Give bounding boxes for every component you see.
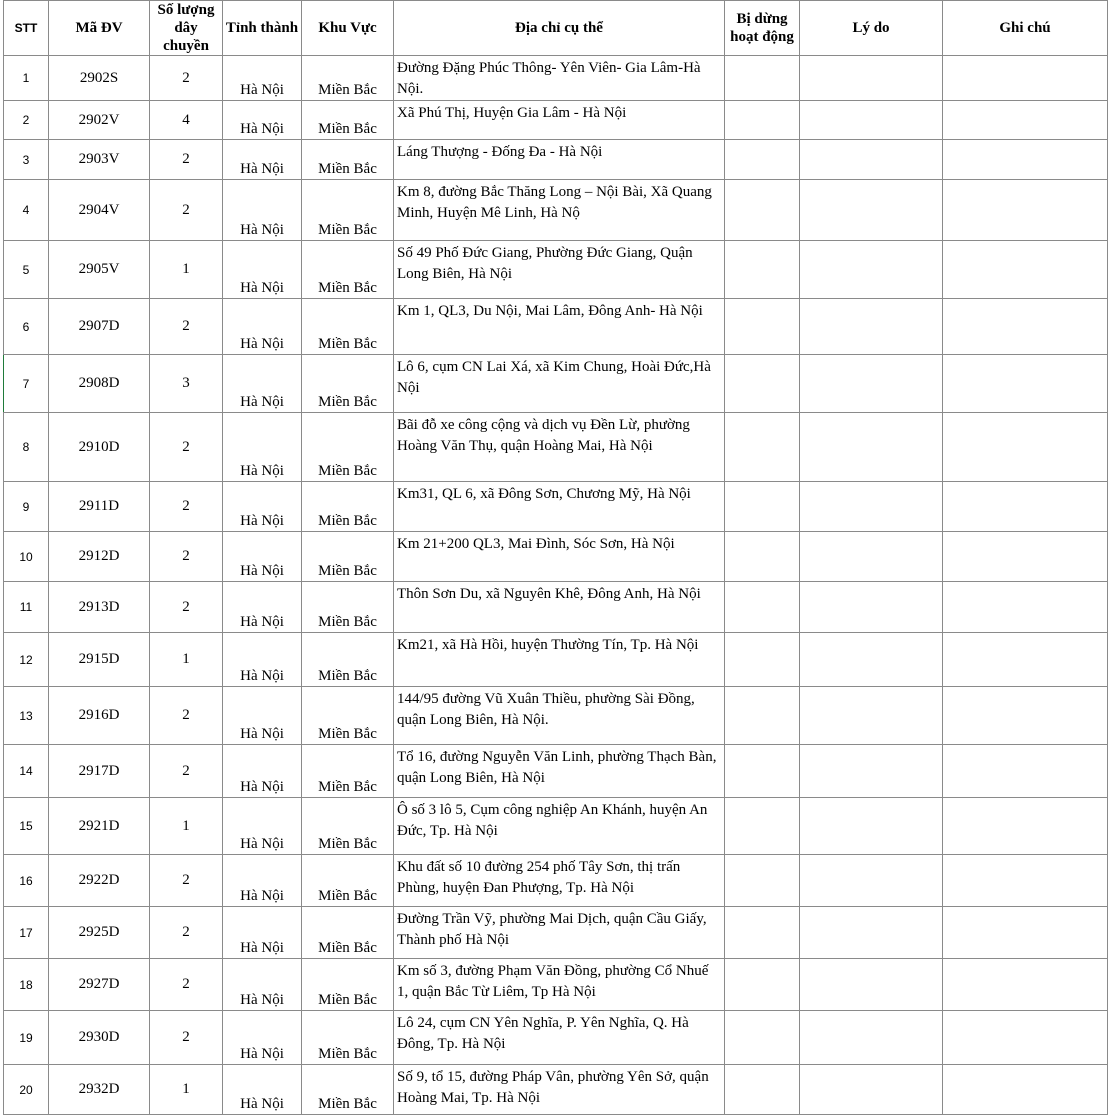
row-ly-do xyxy=(800,355,943,413)
row-tinh-thanh: Hà Nội xyxy=(223,56,302,101)
header-ghi-chu: Ghi chú xyxy=(943,1,1108,56)
row-so-luong: 4 xyxy=(150,101,223,140)
row-khu-vuc: Miền Bắc xyxy=(302,959,394,1011)
table-row xyxy=(4,798,1108,855)
row-stt: 8 xyxy=(4,413,49,482)
row-so-luong: 2 xyxy=(150,745,223,798)
row-khu-vuc: Miền Bắc xyxy=(302,355,394,413)
row-bi-dung xyxy=(725,532,800,582)
table-row xyxy=(4,299,1108,355)
row-khu-vuc: Miền Bắc xyxy=(302,56,394,101)
row-bi-dung xyxy=(725,855,800,907)
table-row xyxy=(4,56,1108,101)
row-ly-do xyxy=(800,687,943,745)
row-stt: 15 xyxy=(4,798,49,855)
row-so-luong: 1 xyxy=(150,633,223,687)
table-row xyxy=(4,687,1108,745)
row-bi-dung xyxy=(725,56,800,101)
row-tinh-thanh: Hà Nội xyxy=(223,582,302,633)
row-khu-vuc: Miền Bắc xyxy=(302,140,394,180)
row-ghi-chu xyxy=(943,687,1108,745)
row-ma-dv: 2927D xyxy=(49,959,150,1011)
row-ma-dv: 2915D xyxy=(49,633,150,687)
row-dia-chi: Tổ 16, đường Nguyễn Văn Linh, phường Thạch Bàn, quận Long Biên, Hà Nội xyxy=(394,745,725,798)
row-ma-dv: 2902S xyxy=(49,56,150,101)
row-ma-dv: 2916D xyxy=(49,687,150,745)
row-bi-dung xyxy=(725,1065,800,1115)
row-dia-chi: Thôn Sơn Du, xã Nguyên Khê, Đông Anh, Hà Nội xyxy=(394,582,725,633)
row-dia-chi: Láng Thượng - Đống Đa - Hà Nội xyxy=(394,140,725,180)
row-ma-dv: 2921D xyxy=(49,798,150,855)
row-ly-do xyxy=(800,582,943,633)
row-tinh-thanh: Hà Nội xyxy=(223,798,302,855)
row-ly-do xyxy=(800,907,943,959)
row-tinh-thanh: Hà Nội xyxy=(223,855,302,907)
row-bi-dung xyxy=(725,355,800,413)
row-tinh-thanh: Hà Nội xyxy=(223,355,302,413)
row-ma-dv: 2912D xyxy=(49,532,150,582)
row-ghi-chu xyxy=(943,355,1108,413)
row-khu-vuc: Miền Bắc xyxy=(302,101,394,140)
row-ly-do xyxy=(800,959,943,1011)
row-bi-dung xyxy=(725,687,800,745)
row-ly-do xyxy=(800,1011,943,1065)
row-ma-dv: 2922D xyxy=(49,855,150,907)
row-bi-dung xyxy=(725,582,800,633)
header-tinh-thanh: Tỉnh thành xyxy=(223,1,302,56)
row-dia-chi: Ô số 3 lô 5, Cụm công nghiệp An Khánh, huyện An Đức, Tp. Hà Nội xyxy=(394,798,725,855)
table-row xyxy=(4,633,1108,687)
table-row xyxy=(4,1011,1108,1065)
row-ly-do xyxy=(800,56,943,101)
row-so-luong: 1 xyxy=(150,241,223,299)
table-row xyxy=(4,140,1108,180)
row-khu-vuc: Miền Bắc xyxy=(302,582,394,633)
row-so-luong: 2 xyxy=(150,907,223,959)
row-tinh-thanh: Hà Nội xyxy=(223,532,302,582)
row-so-luong: 1 xyxy=(150,1065,223,1115)
row-ma-dv: 2913D xyxy=(49,582,150,633)
row-ly-do xyxy=(800,745,943,798)
row-tinh-thanh: Hà Nội xyxy=(223,633,302,687)
header-dia-chi: Địa chỉ cụ thể xyxy=(394,1,725,56)
row-ly-do xyxy=(800,855,943,907)
row-bi-dung xyxy=(725,413,800,482)
row-bi-dung xyxy=(725,180,800,241)
row-so-luong: 1 xyxy=(150,798,223,855)
header-ma-dv: Mã ĐV xyxy=(49,1,150,56)
row-stt: 2 xyxy=(4,101,49,140)
table-row xyxy=(4,241,1108,299)
row-ghi-chu xyxy=(943,1011,1108,1065)
row-stt: 9 xyxy=(4,482,49,532)
row-ghi-chu xyxy=(943,241,1108,299)
row-ly-do xyxy=(800,299,943,355)
table-row xyxy=(4,180,1108,241)
row-ghi-chu xyxy=(943,532,1108,582)
row-ly-do xyxy=(800,532,943,582)
row-stt: 12 xyxy=(4,633,49,687)
row-ly-do xyxy=(800,482,943,532)
row-dia-chi: Km 1, QL3, Du Nội, Mai Lâm, Đông Anh- Hà Nội xyxy=(394,299,725,355)
row-bi-dung xyxy=(725,140,800,180)
row-khu-vuc: Miền Bắc xyxy=(302,413,394,482)
row-stt: 4 xyxy=(4,180,49,241)
row-ma-dv: 2903V xyxy=(49,140,150,180)
row-stt: 5 xyxy=(4,241,49,299)
row-ma-dv: 2910D xyxy=(49,413,150,482)
row-ma-dv: 2905V xyxy=(49,241,150,299)
row-ly-do xyxy=(800,140,943,180)
row-stt: 10 xyxy=(4,532,49,582)
row-stt: 16 xyxy=(4,855,49,907)
row-dia-chi: Km 8, đường Bắc Thăng Long – Nội Bài, Xã Quang Minh, Huyện Mê Linh, Hà Nộ xyxy=(394,180,725,241)
row-ma-dv: 2907D xyxy=(49,299,150,355)
row-stt: 1 xyxy=(4,56,49,101)
row-dia-chi: Lô 6, cụm CN Lai Xá, xã Kim Chung, Hoài Đức,Hà Nội xyxy=(394,355,725,413)
row-khu-vuc: Miền Bắc xyxy=(302,532,394,582)
header-so-luong: Số lượng dây chuyền xyxy=(150,1,223,56)
row-dia-chi: Km31, QL 6, xã Đông Sơn, Chương Mỹ, Hà Nội xyxy=(394,482,725,532)
row-ma-dv: 2917D xyxy=(49,745,150,798)
row-dia-chi: 144/95 đường Vũ Xuân Thiều, phường Sài Đồng, quận Long Biên, Hà Nội. xyxy=(394,687,725,745)
row-tinh-thanh: Hà Nội xyxy=(223,101,302,140)
row-so-luong: 2 xyxy=(150,532,223,582)
header-stt: STT xyxy=(4,1,49,56)
table-row xyxy=(4,745,1108,798)
row-ghi-chu xyxy=(943,413,1108,482)
row-ghi-chu xyxy=(943,101,1108,140)
table-row xyxy=(4,413,1108,482)
table-row xyxy=(4,907,1108,959)
table-row xyxy=(4,482,1108,532)
row-ly-do xyxy=(800,798,943,855)
row-tinh-thanh: Hà Nội xyxy=(223,959,302,1011)
row-dia-chi: Số 49 Phố Đức Giang, Phường Đức Giang, Quận Long Biên, Hà Nội xyxy=(394,241,725,299)
row-so-luong: 2 xyxy=(150,56,223,101)
row-khu-vuc: Miền Bắc xyxy=(302,241,394,299)
row-khu-vuc: Miền Bắc xyxy=(302,1011,394,1065)
row-bi-dung xyxy=(725,1011,800,1065)
row-bi-dung xyxy=(725,299,800,355)
row-so-luong: 2 xyxy=(150,582,223,633)
row-khu-vuc: Miền Bắc xyxy=(302,855,394,907)
row-ma-dv: 2932D xyxy=(49,1065,150,1115)
row-tinh-thanh: Hà Nội xyxy=(223,687,302,745)
table-row xyxy=(4,959,1108,1011)
row-stt: 19 xyxy=(4,1011,49,1065)
row-stt: 18 xyxy=(4,959,49,1011)
header-khu-vuc: Khu Vực xyxy=(302,1,394,56)
header-ly-do: Lý do xyxy=(800,1,943,56)
row-ly-do xyxy=(800,241,943,299)
row-ghi-chu xyxy=(943,959,1108,1011)
row-ghi-chu xyxy=(943,745,1108,798)
row-bi-dung xyxy=(725,101,800,140)
row-ma-dv: 2908D xyxy=(49,355,150,413)
row-so-luong: 2 xyxy=(150,140,223,180)
row-stt: 14 xyxy=(4,745,49,798)
row-khu-vuc: Miền Bắc xyxy=(302,633,394,687)
row-ly-do xyxy=(800,413,943,482)
table-row xyxy=(4,355,1108,413)
row-tinh-thanh: Hà Nội xyxy=(223,1011,302,1065)
row-ghi-chu xyxy=(943,907,1108,959)
row-khu-vuc: Miền Bắc xyxy=(302,798,394,855)
row-ly-do xyxy=(800,101,943,140)
row-so-luong: 2 xyxy=(150,959,223,1011)
row-so-luong: 2 xyxy=(150,413,223,482)
row-so-luong: 3 xyxy=(150,355,223,413)
row-bi-dung xyxy=(725,482,800,532)
table-row xyxy=(4,532,1108,582)
row-ly-do xyxy=(800,1065,943,1115)
row-bi-dung xyxy=(725,959,800,1011)
table-row xyxy=(4,101,1108,140)
row-so-luong: 2 xyxy=(150,299,223,355)
row-tinh-thanh: Hà Nội xyxy=(223,140,302,180)
table-row xyxy=(4,855,1108,907)
row-ma-dv: 2930D xyxy=(49,1011,150,1065)
inspection-center-table xyxy=(3,0,1108,1115)
row-ma-dv: 2911D xyxy=(49,482,150,532)
row-so-luong: 2 xyxy=(150,180,223,241)
row-khu-vuc: Miền Bắc xyxy=(302,299,394,355)
row-dia-chi: Khu đất số 10 đường 254 phố Tây Sơn, thị trấn Phùng, huyện Đan Phượng, Tp. Hà Nội xyxy=(394,855,725,907)
row-dia-chi: Xã Phú Thị, Huyện Gia Lâm - Hà Nội xyxy=(394,101,725,140)
row-tinh-thanh: Hà Nội xyxy=(223,299,302,355)
row-dia-chi: Số 9, tổ 15, đường Pháp Vân, phường Yên Sở, quận Hoàng Mai, Tp. Hà Nội xyxy=(394,1065,725,1115)
row-tinh-thanh: Hà Nội xyxy=(223,1065,302,1115)
row-bi-dung xyxy=(725,241,800,299)
row-khu-vuc: Miền Bắc xyxy=(302,745,394,798)
row-so-luong: 2 xyxy=(150,855,223,907)
row-stt: 20 xyxy=(4,1065,49,1115)
row-ly-do xyxy=(800,180,943,241)
row-tinh-thanh: Hà Nội xyxy=(223,241,302,299)
header-bi-dung: Bị dừng hoạt động xyxy=(725,1,800,56)
table-body xyxy=(4,56,1108,1115)
row-khu-vuc: Miền Bắc xyxy=(302,180,394,241)
row-ghi-chu xyxy=(943,1065,1108,1115)
row-khu-vuc: Miền Bắc xyxy=(302,482,394,532)
row-ghi-chu xyxy=(943,855,1108,907)
row-stt: 13 xyxy=(4,687,49,745)
row-stt: 3 xyxy=(4,140,49,180)
row-so-luong: 2 xyxy=(150,482,223,532)
row-ma-dv: 2902V xyxy=(49,101,150,140)
row-dia-chi: Km 21+200 QL3, Mai Đình, Sóc Sơn, Hà Nội xyxy=(394,532,725,582)
row-stt: 17 xyxy=(4,907,49,959)
row-tinh-thanh: Hà Nội xyxy=(223,482,302,532)
row-khu-vuc: Miền Bắc xyxy=(302,1065,394,1115)
row-so-luong: 2 xyxy=(150,1011,223,1065)
row-ly-do xyxy=(800,633,943,687)
row-dia-chi: Lô 24, cụm CN Yên Nghĩa, P. Yên Nghĩa, Q. Hà Đông, Tp. Hà Nội xyxy=(394,1011,725,1065)
row-stt: 7 xyxy=(4,355,49,413)
row-tinh-thanh: Hà Nội xyxy=(223,745,302,798)
row-ghi-chu xyxy=(943,582,1108,633)
row-dia-chi: Km số 3, đường Phạm Văn Đồng, phường Cổ Nhuế 1, quận Bắc Từ Liêm, Tp Hà Nội xyxy=(394,959,725,1011)
row-stt: 6 xyxy=(4,299,49,355)
row-ma-dv: 2904V xyxy=(49,180,150,241)
row-khu-vuc: Miền Bắc xyxy=(302,687,394,745)
row-tinh-thanh: Hà Nội xyxy=(223,413,302,482)
header-row xyxy=(4,1,1108,56)
row-ghi-chu xyxy=(943,140,1108,180)
row-dia-chi: Bãi đỗ xe công cộng và dịch vụ Đền Lừ, phường Hoàng Văn Thụ, quận Hoàng Mai, Hà Nội xyxy=(394,413,725,482)
row-ma-dv: 2925D xyxy=(49,907,150,959)
table-row xyxy=(4,1065,1108,1115)
row-stt: 11 xyxy=(4,582,49,633)
row-ghi-chu xyxy=(943,482,1108,532)
row-ghi-chu xyxy=(943,299,1108,355)
table-row xyxy=(4,582,1108,633)
row-bi-dung xyxy=(725,633,800,687)
row-dia-chi: Đường Trần Vỹ, phường Mai Dịch, quận Cầu Giấy, Thành phố Hà Nội xyxy=(394,907,725,959)
row-bi-dung xyxy=(725,907,800,959)
row-dia-chi: Km21, xã Hà Hồi, huyện Thường Tín, Tp. Hà Nội xyxy=(394,633,725,687)
row-bi-dung xyxy=(725,798,800,855)
row-dia-chi: Đường Đặng Phúc Thông- Yên Viên- Gia Lâm-Hà Nội. xyxy=(394,56,725,101)
row-ghi-chu xyxy=(943,56,1108,101)
row-bi-dung xyxy=(725,745,800,798)
row-ghi-chu xyxy=(943,798,1108,855)
row-khu-vuc: Miền Bắc xyxy=(302,907,394,959)
row-ghi-chu xyxy=(943,633,1108,687)
row-tinh-thanh: Hà Nội xyxy=(223,180,302,241)
row-ghi-chu xyxy=(943,180,1108,241)
row-tinh-thanh: Hà Nội xyxy=(223,907,302,959)
row-so-luong: 2 xyxy=(150,687,223,745)
